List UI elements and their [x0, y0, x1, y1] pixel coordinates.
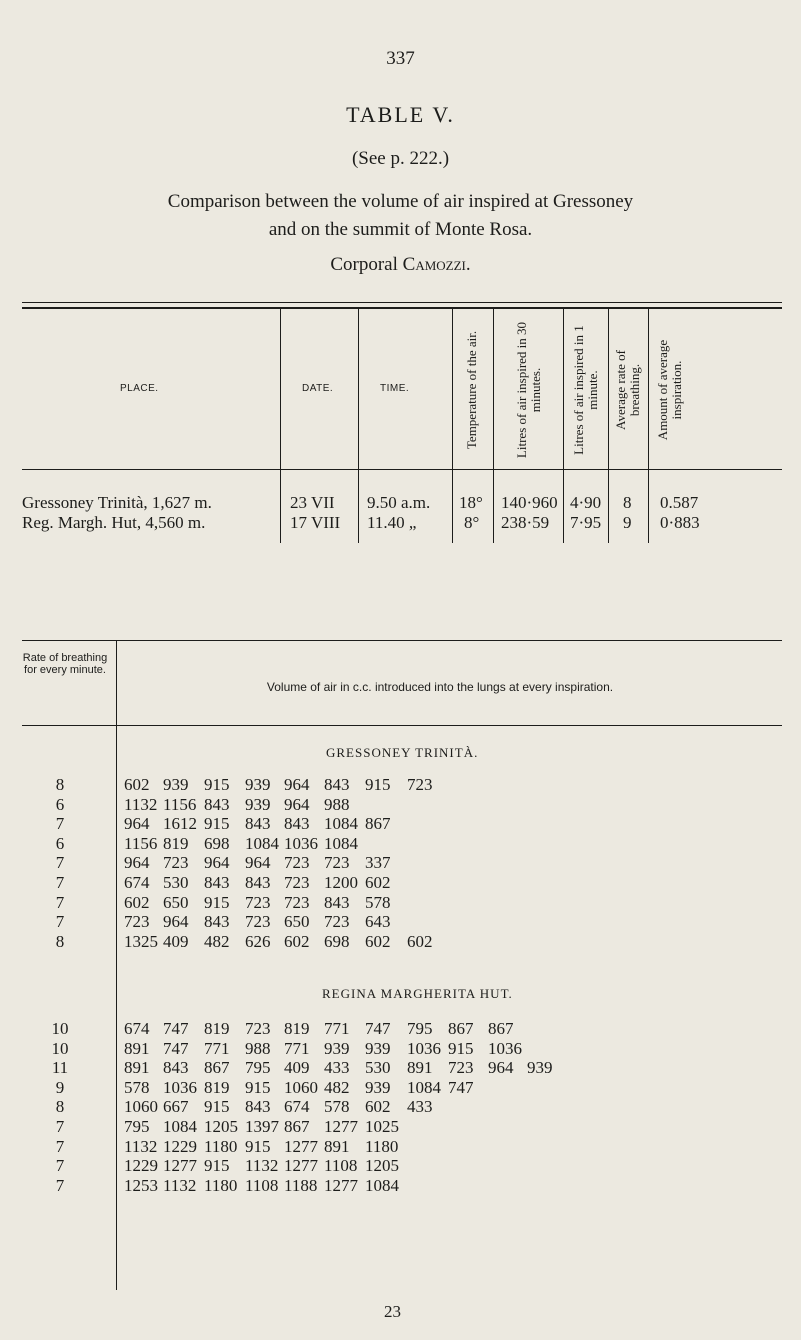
volume-value: 964: [163, 912, 189, 932]
volume-value: 698: [324, 931, 350, 951]
volume-value: 482: [324, 1077, 350, 1097]
volume-value: 843: [163, 1058, 189, 1078]
page-number: 337: [386, 48, 415, 69]
volume-value: 1036: [488, 1038, 522, 1058]
rate-value: 8: [55, 931, 65, 951]
volume-value: 747: [448, 1077, 474, 1097]
volume-value: 964: [284, 794, 310, 814]
volume-value: 674: [124, 873, 150, 892]
volume-value: 578: [324, 1097, 350, 1117]
volume-value: 1180: [204, 1175, 238, 1195]
rate-value: 9: [55, 1077, 65, 1097]
volume-value: 650: [284, 912, 310, 932]
volume-value: 939: [245, 775, 271, 794]
volume-value: 915: [204, 1156, 230, 1176]
table1-col-divider: [493, 309, 494, 543]
volume-value: 1132: [124, 1136, 158, 1156]
volume-value: 1084: [324, 833, 358, 853]
t1-avg-amount: 0.587: [660, 493, 699, 512]
volume-value: 674: [284, 1097, 310, 1117]
volume-value: 771: [284, 1038, 310, 1058]
rate-value: 6: [55, 833, 65, 853]
volume-value: 1397: [245, 1117, 279, 1136]
table-title: TABLE V.: [346, 102, 455, 127]
volume-value: 602: [407, 931, 433, 951]
volume-value: 1277: [163, 1156, 197, 1176]
volume-value: 626: [245, 931, 271, 951]
volume-value: 819: [204, 1077, 230, 1097]
table1-top-rule: [22, 302, 782, 303]
volume-value: 1277: [324, 1117, 358, 1136]
volume-value: 867: [204, 1058, 230, 1078]
volume-value: 915: [204, 814, 230, 834]
volume-value: 1084: [365, 1175, 399, 1195]
volume-value: 723: [245, 892, 271, 912]
volume-value: 1036: [163, 1077, 197, 1097]
t1-litres-1: 4·90: [570, 493, 602, 512]
volume-value: 915: [204, 775, 230, 794]
t1-date: 17 VIII: [290, 513, 341, 532]
volume-value: 747: [163, 1038, 189, 1058]
rate-value: 7: [55, 1156, 65, 1176]
t1-avg-amount: 0·883: [660, 513, 700, 532]
volume-value: 939: [324, 1038, 350, 1058]
volume-value: 1277: [284, 1136, 318, 1156]
volume-value: 867: [448, 1019, 474, 1038]
volume-value: 723: [245, 912, 271, 932]
volume-value: 915: [204, 892, 230, 912]
volume-value: 843: [245, 873, 271, 892]
volume-value: 723: [245, 1019, 271, 1038]
volume-value: 939: [245, 794, 271, 814]
header-avg-rate-cell: [608, 310, 648, 470]
volume-value: 1325: [124, 931, 158, 951]
rate-value: 8: [55, 775, 65, 794]
volume-value: 1277: [284, 1156, 318, 1176]
volume-value: 723: [124, 912, 150, 932]
volume-value: 964: [284, 775, 310, 794]
volume-value: 1108: [324, 1156, 358, 1176]
volume-value: 530: [163, 873, 189, 892]
volume-value: 771: [204, 1038, 230, 1058]
table1-top-rule-2: [22, 307, 782, 309]
table2-top-rule: [22, 640, 782, 641]
t1-time: 9.50 a.m.: [367, 493, 431, 512]
volume-value: 1060: [284, 1077, 318, 1097]
t1-date: 23 VII: [290, 493, 335, 512]
volume-value: 1036: [284, 833, 318, 853]
volume-value: 482: [204, 931, 230, 951]
rate-value: 10: [51, 1038, 69, 1058]
volume-value: 891: [407, 1058, 433, 1078]
subject-name: [0, 254, 801, 276]
volume-value: 1229: [124, 1156, 158, 1176]
table2-header-rule: [22, 725, 782, 726]
header-litres-1: Litres of air inspired in 1 minute.: [571, 325, 600, 455]
volume-value: 1188: [284, 1175, 318, 1195]
rate-value: 6: [55, 794, 65, 814]
volume-value: 843: [245, 814, 271, 834]
volume-value: 867: [365, 814, 391, 834]
volume-value: 1200: [324, 873, 358, 892]
volume-value: 1025: [365, 1117, 399, 1136]
volume-value: 1156: [163, 794, 197, 814]
section-title-margherita: REGINA MARGHERITA HUT.: [322, 986, 513, 1001]
volume-value: 843: [245, 1097, 271, 1117]
volume-value: 667: [163, 1097, 189, 1117]
volume-value: 915: [448, 1038, 474, 1058]
page-reference: (See p. 222.): [351, 148, 450, 169]
t1-avg-rate: 8: [623, 493, 632, 512]
volume-value: 891: [124, 1038, 150, 1058]
volume-value: 1229: [163, 1136, 197, 1156]
volume-value: 819: [163, 833, 189, 853]
t1-temperature: 8°: [464, 513, 480, 532]
volume-value: 530: [365, 1058, 391, 1078]
header-temperature: Temperature of the air.: [464, 330, 479, 450]
header-avg-amount: Amount of average inspiration.: [655, 339, 684, 441]
volume-value: 939: [365, 1077, 391, 1097]
volume-value: 964: [124, 853, 150, 873]
header-avg-amount-cell: [650, 310, 690, 470]
volume-value: 723: [448, 1058, 474, 1078]
caption-line-2: and on the summit of Monte Rosa.: [268, 219, 533, 240]
volume-value: 988: [245, 1038, 271, 1058]
t1-litres-1: 7·95: [570, 513, 602, 532]
volume-value: 964: [488, 1058, 514, 1078]
volume-value: 1036: [407, 1038, 441, 1058]
volume-value: 915: [204, 1097, 230, 1117]
volume-value: 602: [365, 1097, 391, 1117]
header-litres-1-cell: [564, 310, 608, 470]
volume-value: 409: [163, 931, 189, 951]
volume-value: 602: [365, 931, 391, 951]
volume-value: 409: [284, 1058, 310, 1078]
header-litres-30: Litres of air inspired in 30 minutes.: [514, 321, 543, 459]
volume-value: 819: [284, 1019, 310, 1038]
volume-value: 1612: [163, 814, 197, 834]
volume-value: 819: [204, 1019, 230, 1038]
volume-value: 578: [365, 892, 391, 912]
volume-value: 867: [488, 1019, 514, 1038]
volume-value: 747: [365, 1019, 391, 1038]
table1-col-divider: [358, 309, 359, 543]
volume-value: 1132: [163, 1175, 197, 1195]
volume-value: 602: [284, 931, 310, 951]
volume-value: 433: [407, 1097, 433, 1117]
volume-value: 602: [365, 873, 391, 892]
t1-litres-30: 140·960: [501, 493, 558, 512]
volume-value: 1132: [245, 1156, 279, 1176]
volume-value: 1205: [204, 1117, 238, 1136]
volume-value: 723: [324, 912, 350, 932]
caption-line-1: Comparison between the volume of air inspired at Gressoney: [167, 191, 634, 212]
subject-surname: Camozzi.: [402, 254, 471, 275]
table-caption: [0, 188, 801, 244]
rate-value: 10: [51, 1019, 69, 1038]
rate-value: 7: [55, 1117, 65, 1136]
volume-value: 1253: [124, 1175, 158, 1195]
section-title-gressoney: GRESSONEY TRINITÀ.: [326, 745, 479, 760]
volume-value: 602: [124, 892, 150, 912]
header-litres-30-cell: [504, 310, 554, 470]
t1-temperature: 18°: [459, 493, 483, 512]
rate-header: Rate of breathing for every minute.: [22, 652, 108, 676]
volume-value: 1084: [407, 1077, 441, 1097]
header-date: DATE.: [302, 383, 334, 394]
rate-value: 7: [55, 873, 65, 892]
rate-value: 7: [55, 1175, 65, 1195]
volume-value: 1156: [124, 833, 158, 853]
t1-avg-rate: 9: [623, 513, 632, 532]
volume-value: 698: [204, 833, 230, 853]
rate-value: 7: [55, 892, 65, 912]
volume-value: 843: [324, 775, 350, 794]
volume-value: 988: [324, 794, 350, 814]
volume-value: 723: [324, 853, 350, 873]
volume-value: 1277: [324, 1175, 358, 1195]
rate-value: 7: [55, 853, 65, 873]
header-place: PLACE.: [120, 383, 159, 394]
volume-value: 843: [204, 794, 230, 814]
table1-col-divider: [648, 309, 649, 543]
rate-value: 11: [51, 1058, 69, 1078]
volume-value: 915: [365, 775, 391, 794]
volume-value: 939: [365, 1038, 391, 1058]
volume-value: 643: [365, 912, 391, 932]
volume-value: 1132: [124, 794, 158, 814]
rate-value: 7: [55, 912, 65, 932]
volume-value: 578: [124, 1077, 150, 1097]
volume-value: 795: [245, 1058, 271, 1078]
volume-value: 915: [245, 1136, 271, 1156]
volume-value: 867: [284, 1117, 310, 1136]
volume-value: 843: [284, 814, 310, 834]
header-avg-rate: Average rate of breathing.: [613, 350, 642, 430]
volume-value: 602: [124, 775, 150, 794]
volume-value: 1180: [204, 1136, 238, 1156]
volume-value: 795: [124, 1117, 150, 1136]
rate-value: 7: [55, 1136, 65, 1156]
volume-value: 433: [324, 1058, 350, 1078]
volume-value: 674: [124, 1019, 150, 1038]
subject-rank: Corporal: [330, 254, 403, 275]
table2-rate-divider: [116, 640, 117, 1290]
volume-value: 723: [284, 892, 310, 912]
volume-value: 1060: [124, 1097, 158, 1117]
volume-value: 337: [365, 853, 391, 873]
rate-value: 7: [55, 814, 65, 834]
volume-value: 939: [163, 775, 189, 794]
volume-value: 964: [204, 853, 230, 873]
volume-value: 1205: [365, 1156, 399, 1176]
volume-value: 843: [204, 873, 230, 892]
volume-value: 747: [163, 1019, 189, 1038]
header-temperature-cell: [452, 310, 492, 470]
volume-value: 1180: [365, 1136, 399, 1156]
volume-value: 891: [324, 1136, 350, 1156]
volume-value: 843: [324, 892, 350, 912]
volume-value: 650: [163, 892, 189, 912]
volume-value: 891: [124, 1058, 150, 1078]
t1-place: Gressoney Trinità, 1,627 m.: [22, 493, 212, 512]
volume-value: 1108: [245, 1175, 279, 1195]
rate-value: 8: [55, 1097, 65, 1117]
volume-value: 723: [407, 775, 433, 794]
volume-value: 915: [245, 1077, 271, 1097]
volume-value: 723: [163, 853, 189, 873]
header-time: TIME.: [380, 383, 410, 394]
t1-litres-30: 238·59: [501, 513, 550, 532]
volume-value: 723: [284, 853, 310, 873]
volume-value: 723: [284, 873, 310, 892]
volume-header: Volume of air in c.c. introduced into the lungs at every inspiration.: [266, 680, 614, 694]
t1-time: 11.40 „: [367, 513, 417, 532]
table1-col-divider: [280, 309, 281, 543]
volume-value: 771: [324, 1019, 350, 1038]
volume-value: 1084: [245, 833, 279, 853]
volume-value: 1084: [324, 814, 358, 834]
t1-place: Reg. Margh. Hut, 4,560 m.: [22, 513, 206, 532]
volume-value: 964: [124, 814, 150, 834]
volume-value: 1084: [163, 1117, 197, 1136]
volume-value: 939: [527, 1058, 553, 1078]
footer-page-number: 23: [384, 1302, 401, 1321]
volume-value: 795: [407, 1019, 433, 1038]
volume-value: 843: [204, 912, 230, 932]
volume-value: 964: [245, 853, 271, 873]
